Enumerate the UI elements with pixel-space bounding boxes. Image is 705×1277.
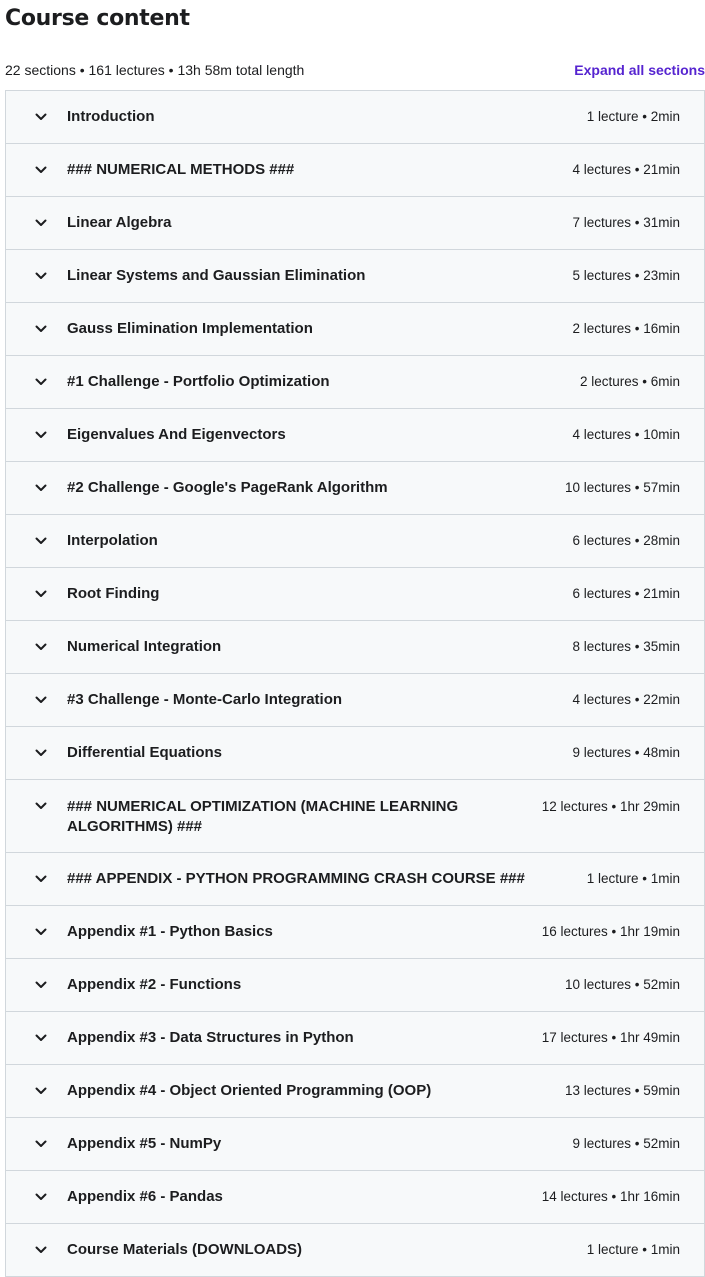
section-title: Appendix #2 - Functions: [67, 976, 242, 993]
course-section[interactable]: [5, 853, 705, 906]
section-title: Gauss Elimination Implementation: [67, 320, 313, 337]
course-section[interactable]: [5, 674, 705, 727]
course-section[interactable]: [5, 462, 705, 515]
section-title: #1 Challenge - Portfolio Optimization: [67, 373, 330, 390]
expand-all-sections-button[interactable]: Expand all sections: [574, 62, 705, 78]
chevron-down-icon: [34, 925, 48, 939]
chevron-down-icon: [34, 322, 48, 336]
chevron-down-icon: [34, 978, 48, 992]
course-section[interactable]: [5, 250, 705, 303]
section-lecture-count: 2 lectures • 16min: [572, 321, 680, 336]
chevron-down-icon: [34, 746, 48, 760]
section-lecture-count: 6 lectures • 21min: [572, 586, 680, 601]
section-lecture-count: 14 lectures • 1hr 16min: [541, 1189, 680, 1204]
section-title: Eigenvalues And Eigenvectors: [67, 426, 286, 443]
course-section[interactable]: [5, 303, 705, 356]
section-lecture-count: 2 lectures • 6min: [579, 374, 680, 389]
course-section[interactable]: [5, 959, 705, 1012]
section-lecture-count: 17 lectures • 1hr 49min: [541, 1030, 680, 1045]
chevron-down-icon: [34, 163, 48, 177]
chevron-down-icon: [34, 216, 48, 230]
section-lecture-count: 4 lectures • 21min: [572, 162, 680, 177]
course-section[interactable]: [5, 515, 705, 568]
chevron-down-icon: [34, 1190, 48, 1204]
course-section[interactable]: [5, 727, 705, 780]
section-title: Linear Systems and Gaussian Elimination: [67, 267, 366, 284]
chevron-down-icon: [34, 481, 48, 495]
section-title: #2 Challenge - Google's PageRank Algorithm: [67, 479, 388, 496]
chevron-down-icon: [34, 428, 48, 442]
section-lecture-count: 6 lectures • 28min: [572, 533, 680, 548]
chevron-down-icon: [34, 110, 48, 124]
chevron-down-icon: [34, 799, 48, 813]
page-title: Course content: [5, 6, 190, 31]
chevron-down-icon: [34, 693, 48, 707]
section-title: Appendix #3 - Data Structures in Python: [67, 1029, 354, 1046]
section-lecture-count: 13 lectures • 59min: [564, 1083, 680, 1098]
section-lecture-count: 1 lecture • 1min: [586, 1242, 680, 1257]
course-section[interactable]: [5, 409, 705, 462]
course-section[interactable]: [5, 1224, 705, 1277]
course-section[interactable]: [5, 1118, 705, 1171]
section-title: ### NUMERICAL OPTIMIZATION (MACHINE LEARNING ALGORITHMS) ###: [67, 798, 459, 835]
course-section[interactable]: [5, 621, 705, 674]
course-section[interactable]: [5, 1065, 705, 1118]
section-lecture-count: 5 lectures • 23min: [572, 268, 680, 283]
section-lecture-count: 1 lecture • 2min: [586, 109, 680, 124]
section-title: Differential Equations: [67, 744, 223, 761]
section-title: Appendix #6 - Pandas: [67, 1188, 223, 1205]
section-lecture-count: 1 lecture • 1min: [586, 871, 680, 886]
section-title: Numerical Integration: [67, 638, 222, 655]
chevron-down-icon: [34, 1084, 48, 1098]
section-lecture-count: 7 lectures • 31min: [572, 215, 680, 230]
section-title: Appendix #5 - NumPy: [67, 1135, 222, 1152]
section-title: Interpolation: [67, 532, 158, 549]
chevron-down-icon: [34, 534, 48, 548]
course-section[interactable]: [5, 91, 705, 144]
section-title: Introduction: [67, 108, 155, 125]
chevron-down-icon: [34, 1243, 48, 1257]
course-section[interactable]: [5, 780, 705, 853]
section-title: Appendix #4 - Object Oriented Programming (OOP): [67, 1082, 432, 1099]
section-title: #3 Challenge - Monte-Carlo Integration: [67, 691, 343, 708]
chevron-down-icon: [34, 375, 48, 389]
chevron-down-icon: [34, 1137, 48, 1151]
course-summary: 22 sections • 161 lectures • 13h 58m total length: [5, 62, 305, 78]
course-section[interactable]: [5, 1171, 705, 1224]
section-title: Course Materials (DOWNLOADS): [67, 1241, 303, 1258]
chevron-down-icon: [34, 269, 48, 283]
course-section[interactable]: [5, 1012, 705, 1065]
chevron-down-icon: [34, 640, 48, 654]
section-title: Appendix #1 - Python Basics: [67, 923, 273, 940]
course-summary-row: [5, 60, 705, 80]
chevron-down-icon: [34, 1031, 48, 1045]
course-section[interactable]: [5, 356, 705, 409]
section-title: ### NUMERICAL METHODS ###: [67, 161, 295, 178]
section-lecture-count: 10 lectures • 52min: [564, 977, 680, 992]
chevron-down-icon: [34, 587, 48, 601]
course-section[interactable]: [5, 144, 705, 197]
section-title: Root Finding: [67, 585, 160, 602]
course-section[interactable]: [5, 568, 705, 621]
section-lecture-count: 8 lectures • 35min: [572, 639, 680, 654]
section-lecture-count: 4 lectures • 10min: [572, 427, 680, 442]
section-lecture-count: 9 lectures • 48min: [572, 745, 680, 760]
section-list: [5, 90, 705, 1277]
chevron-down-icon: [34, 872, 48, 886]
section-title: Linear Algebra: [67, 214, 172, 231]
section-lecture-count: 16 lectures • 1hr 19min: [541, 924, 680, 939]
course-section[interactable]: [5, 906, 705, 959]
section-lecture-count: 9 lectures • 52min: [572, 1136, 680, 1151]
section-title: ### APPENDIX - PYTHON PROGRAMMING CRASH COURSE ###: [67, 870, 525, 887]
section-lecture-count: 4 lectures • 22min: [572, 692, 680, 707]
section-lecture-count: 10 lectures • 57min: [564, 480, 680, 495]
course-section[interactable]: [5, 197, 705, 250]
section-lecture-count: 12 lectures • 1hr 29min: [541, 799, 680, 814]
